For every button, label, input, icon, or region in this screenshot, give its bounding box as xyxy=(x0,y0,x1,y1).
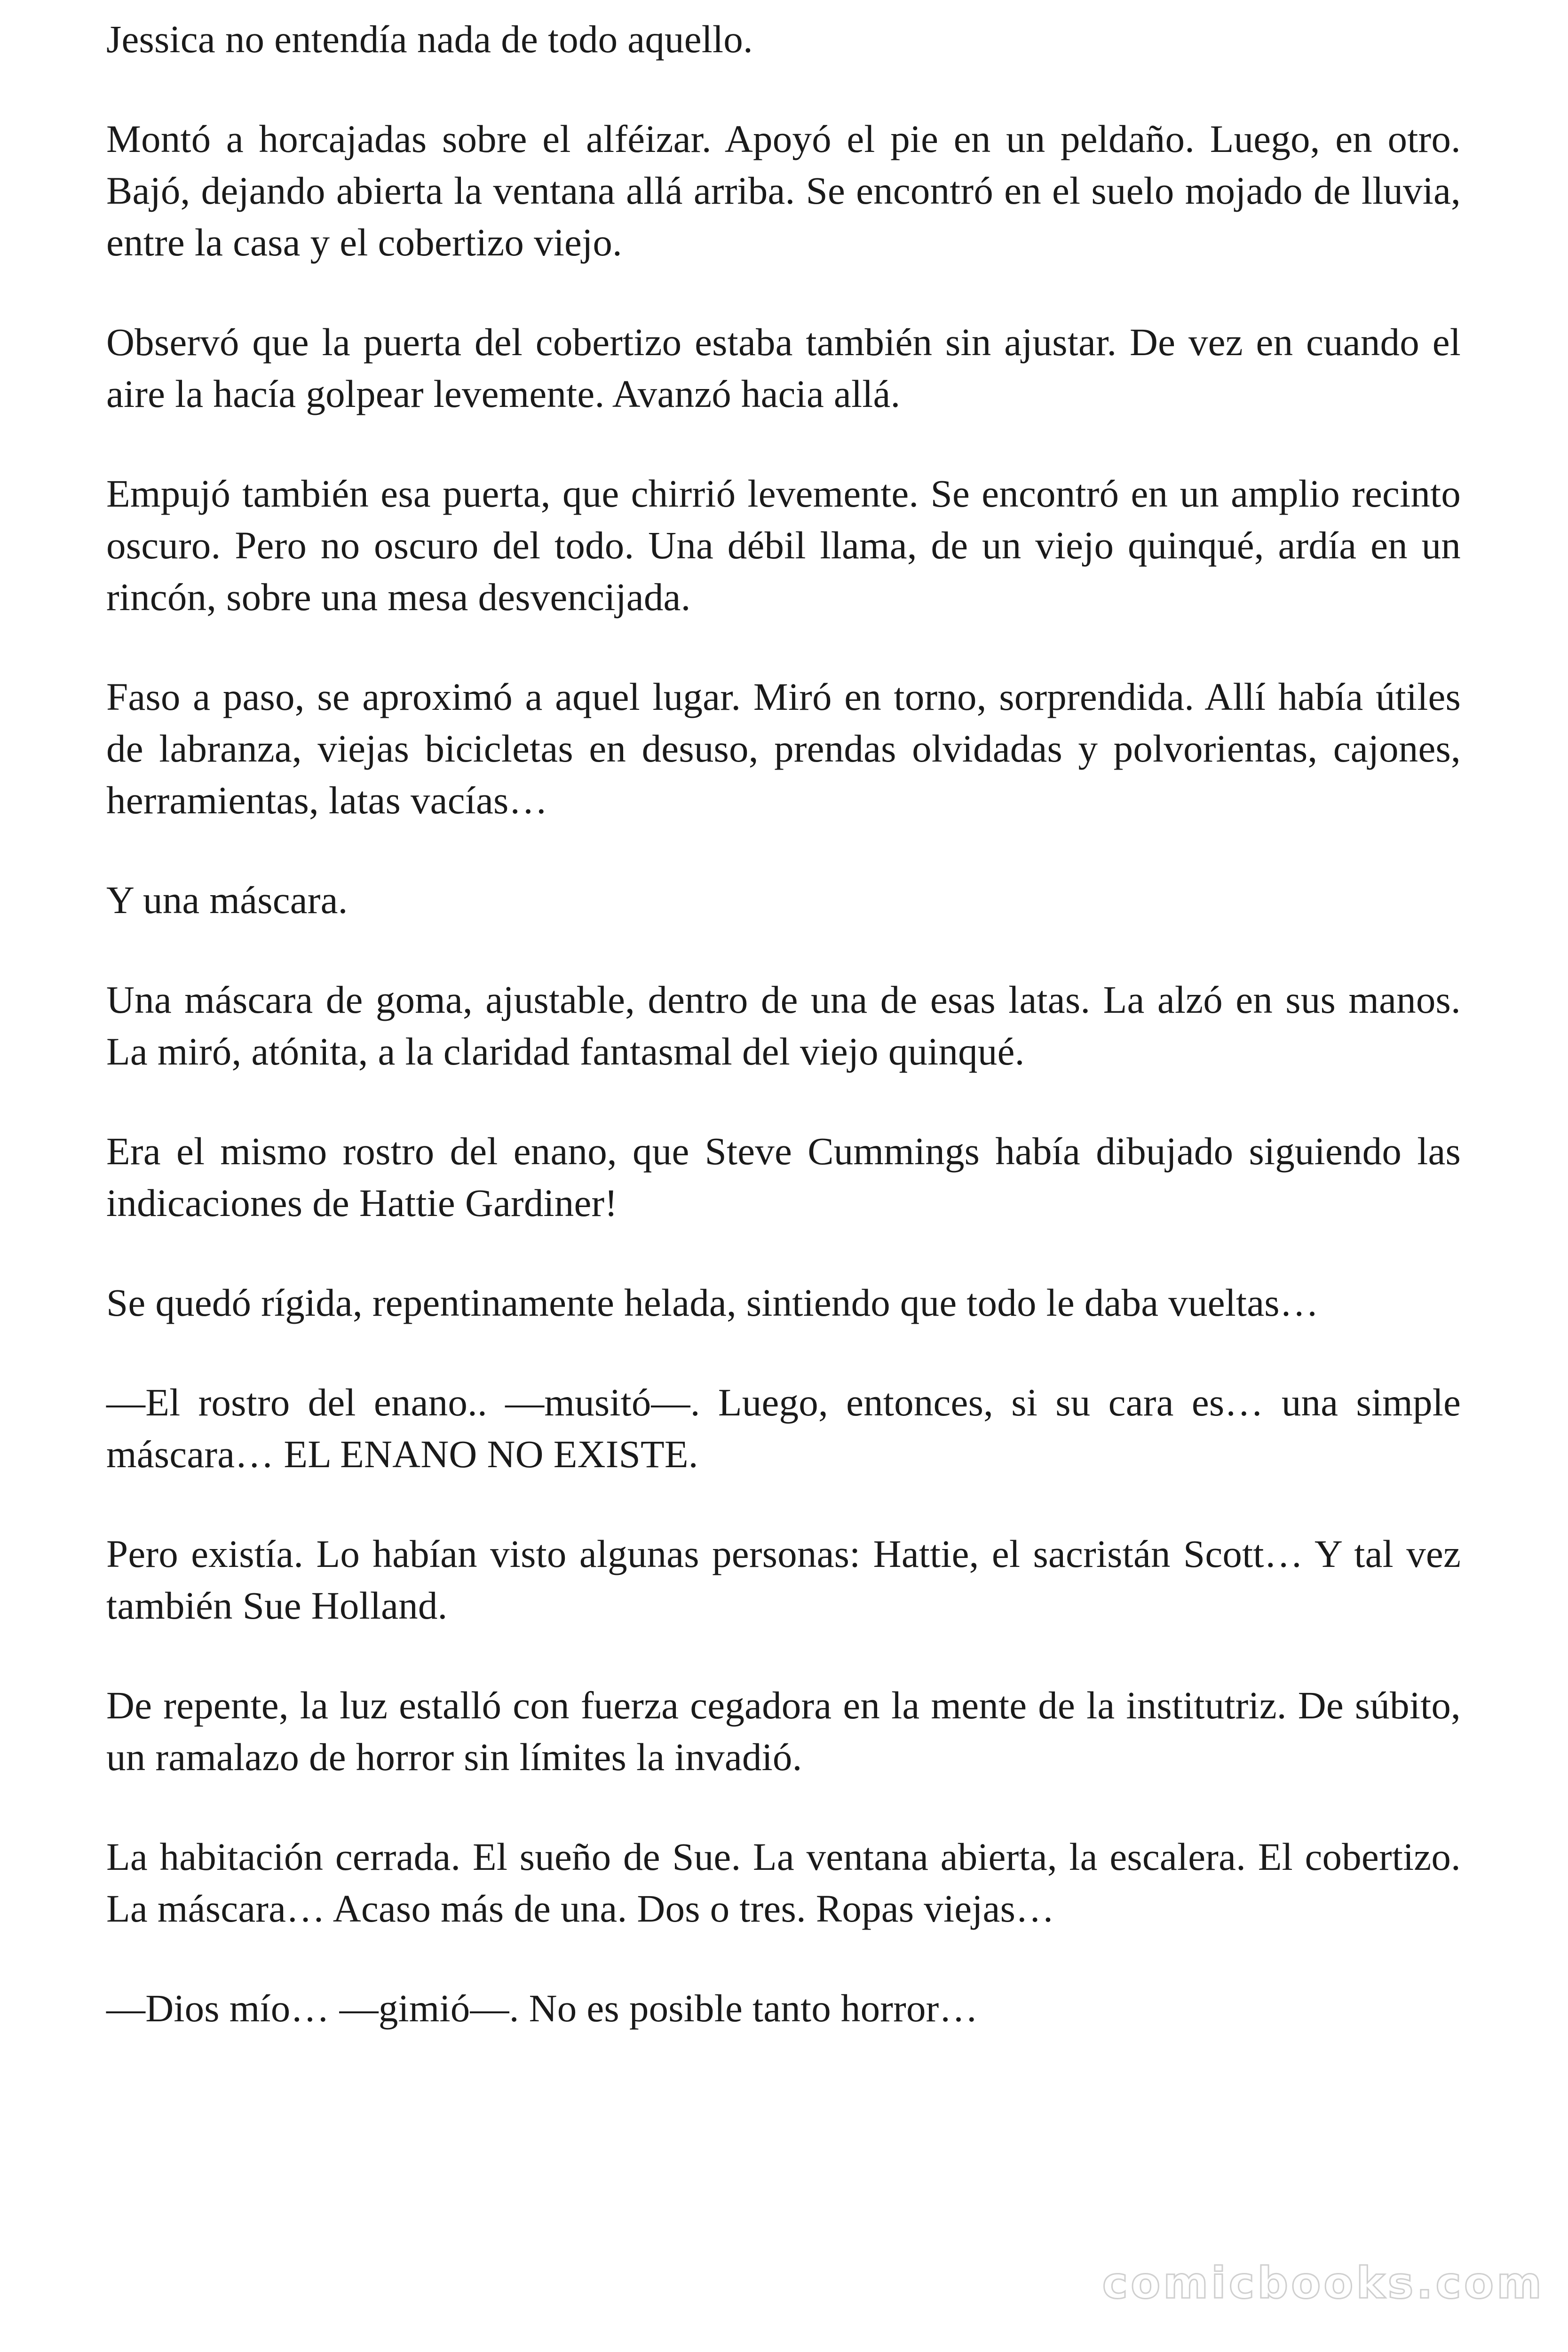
paragraph-3: Observó que la puerta del cobertizo estaba también sin ajustar. De vez en cuando el aire la hacía golpear levemente. Avanzó hacia allá. xyxy=(106,320,1461,415)
paragraph-2: Montó a horcajadas sobre el alféizar. Apoyó el pie en un peldaño. Luego, en otro. Bajó, dejando abierta la ventana allá arriba. Se encontró en el suelo mojado de lluvia, entre la casa y el cobertizo viejo. xyxy=(106,117,1461,264)
paragraph-5: Faso a paso, se aproximó a aquel lugar. Miró en torno, sorprendida. Allí había útiles de labranza, viejas bicicletas en desuso, prendas olvidadas y polvorientas, cajones, herramientas, latas vacías… xyxy=(106,675,1461,822)
paragraph-6: Y una máscara. xyxy=(106,878,348,922)
paragraph-4: Empujó también esa puerta, que chirrió levemente. Se encontró en un amplio recinto oscuro. Pero no oscuro del todo. Una débil llama, de un viejo quinqué, ardía en un rincón, sobre una mesa desvencijada. xyxy=(106,472,1461,619)
paragraph-12: De repente, la luz estalló con fuerza cegadora en la mente de la institutriz. De súbito, un ramalazo de horror sin límites la invadió. xyxy=(106,1684,1461,1779)
paragraph-1: Jessica no entendía nada de todo aquello. xyxy=(106,17,753,61)
watermark: comicbooks.com xyxy=(1102,2258,1544,2308)
paragraph-11: Pero existía. Lo habían visto algunas personas: Hattie, el sacristán Scott… Y tal vez también Sue Holland. xyxy=(106,1532,1461,1627)
paragraph-8: Era el mismo rostro del enano, que Steve Cummings había dibujado siguiendo las indicaciones de Hattie Gardiner! xyxy=(106,1129,1461,1224)
paragraph-10: —El rostro del enano.. —musitó—. Luego, entonces, si su cara es… una simple máscara… EL ENANO NO EXISTE. xyxy=(106,1381,1461,1476)
paragraph-13: La habitación cerrada. El sueño de Sue. La ventana abierta, la escalera. El cobertizo. La máscara… Acaso más de una. Dos o tres. Ropas viejas… xyxy=(106,1835,1461,1930)
body-text xyxy=(106,13,1461,2082)
paragraph-14: —Dios mío… —gimió—. No es posible tanto horror… xyxy=(106,1986,978,2030)
paragraph-9: Se quedó rígida, repentinamente helada, sintiendo que todo le daba vueltas… xyxy=(106,1281,1319,1324)
paragraph-7: Una máscara de goma, ajustable, dentro de una de esas latas. La alzó en sus manos. La miró, atónita, a la claridad fantasmal del viejo quinqué. xyxy=(106,978,1461,1073)
